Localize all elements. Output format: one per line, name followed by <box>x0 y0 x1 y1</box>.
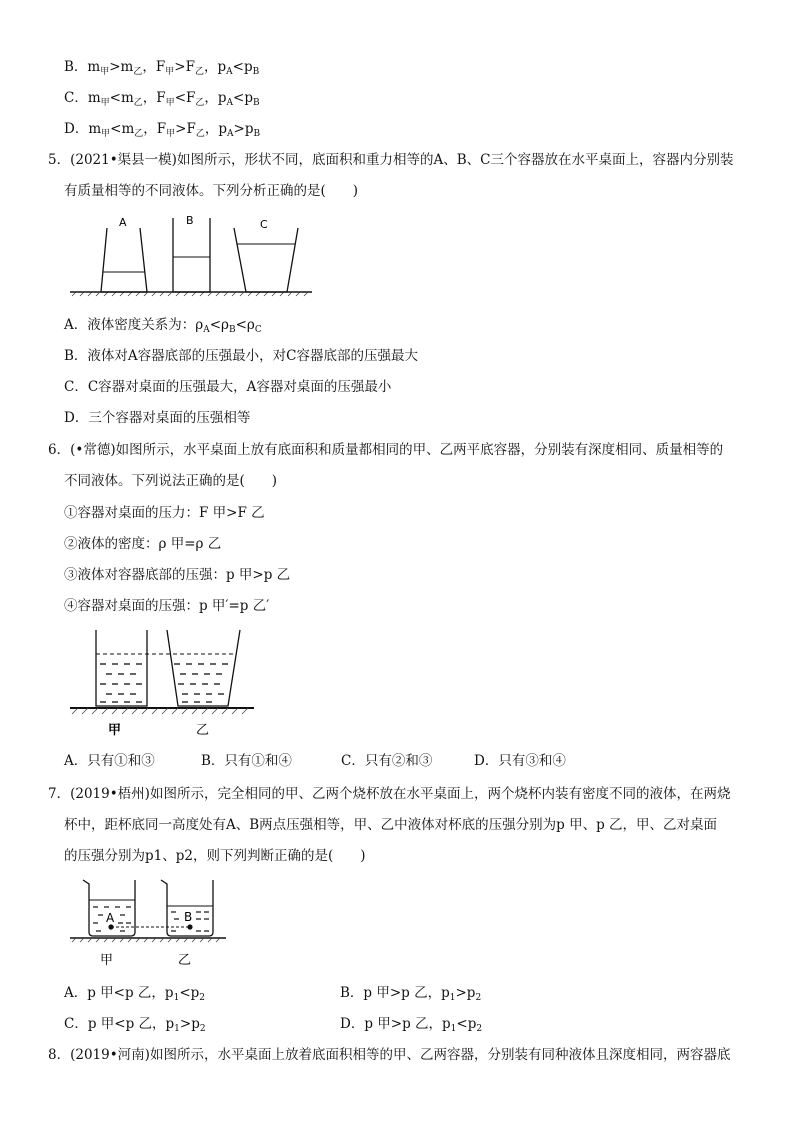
q5-option-c: C．C容器对桌面的压强最大，A容器对桌面的压强最小 <box>64 379 392 395</box>
q6-statement-1: ①容器对桌面的压力：F 甲>F 乙 <box>64 505 265 521</box>
subscript: 2 <box>199 993 206 1003</box>
q6-stem-line2: 不同液体。下列说法正确的是( ) <box>64 473 278 489</box>
q6-statement-3: ③液体对容器底部的压强：p 甲>p 乙 <box>64 567 291 583</box>
text: >F <box>175 121 196 137</box>
subscript: 甲 <box>100 67 110 77</box>
text: ，p <box>204 121 228 137</box>
q5-option-b: B．液体对A容器底部的压强最小，对C容器底部的压强最大 <box>64 348 418 364</box>
text: ，F <box>143 121 167 137</box>
subscript: B <box>228 325 236 335</box>
text: >p <box>233 121 254 137</box>
q6-statement-2: ②液体的密度：ρ 甲=ρ 乙 <box>64 536 222 552</box>
point-b-dot <box>187 924 192 929</box>
liquid-yi <box>174 664 228 702</box>
text: <ρ <box>235 317 255 333</box>
subscript: 1 <box>173 993 180 1003</box>
subscript: 乙 <box>133 98 143 108</box>
subscript: 1 <box>450 1024 457 1034</box>
text: ，F <box>142 59 166 75</box>
text: <p <box>232 59 253 75</box>
q7-stem-line3: 的压强分别为p1、p2，则下列判断正确的是( ) <box>64 848 366 864</box>
subscript: 甲 <box>165 67 175 77</box>
text: C．m <box>64 90 101 106</box>
q7-option-c <box>64 1015 206 1038</box>
q6-figure-containers <box>66 626 262 740</box>
subscript: 乙 <box>194 67 204 77</box>
subscript: A <box>226 98 234 108</box>
subscript: 2 <box>476 1024 483 1034</box>
text: ，p <box>204 90 227 106</box>
q6-stem-line1: 6．(•常德)如图所示，水平桌面上放有底面积和质量都相同的甲、乙两平底容器，分别装有深度相同、质量相等的 <box>48 442 724 458</box>
text: D．m <box>64 121 102 137</box>
text: <m <box>109 90 134 106</box>
liquid-jia <box>100 664 142 702</box>
label-yi: 乙 <box>196 723 210 738</box>
q4-option-b <box>64 58 259 81</box>
label-point-a: A <box>106 911 115 925</box>
q7-option-a <box>64 984 205 1007</box>
container-c <box>234 228 298 292</box>
label-jia: 甲 <box>100 953 114 968</box>
text: A．p 甲<p 乙，p <box>64 985 174 1001</box>
subscript: 甲 <box>101 129 111 139</box>
subscript: 乙 <box>134 129 144 139</box>
beaker-yi <box>161 880 213 936</box>
container-yi <box>167 630 240 706</box>
text: <p <box>456 1016 477 1032</box>
text: C．p 甲<p 乙，p <box>64 1016 175 1032</box>
q7-stem-line2: 杯中，距杯底同一高度处有A、B两点压强相等，甲、乙中液体对杯底的压强分别为p 甲、p 乙，甲、乙对桌面 <box>64 817 718 833</box>
container-b <box>173 218 210 292</box>
q6-statement-4: ④容器对桌面的压强：p 甲′=p 乙′ <box>64 598 270 614</box>
q6-option-d: D．只有③和④ <box>474 753 566 769</box>
q6-option-a: A．只有①和③ <box>64 753 155 769</box>
subscript: C <box>254 325 262 335</box>
q5-option-a <box>64 316 262 339</box>
container-a <box>101 228 147 292</box>
text: >m <box>109 59 134 75</box>
subscript: A <box>227 129 234 139</box>
subscript: 1 <box>449 993 456 1003</box>
label-a: A <box>119 216 127 229</box>
subscript: 2 <box>199 1024 206 1034</box>
q4-option-d <box>64 120 260 143</box>
text: <p <box>179 985 200 1001</box>
q5-stem-line1: 5．(2021•渠县一模)如图所示，形状不同，底面积和重力相等的A、B、C三个容器放在水平桌面上，容器内分别装 <box>48 152 734 168</box>
label-b: B <box>186 214 194 227</box>
text: ，p <box>203 59 227 75</box>
subscript: 甲 <box>165 98 175 108</box>
subscript: B <box>253 98 260 108</box>
label-c: C <box>260 218 268 231</box>
point-a-dot <box>108 924 113 929</box>
q7-stem-line1: 7．(2019•梧州)如图所示，完全相同的甲、乙两个烧杯放在水平桌面上，两个烧杯内装有密度不同的液体，在两烧 <box>48 786 731 802</box>
text: B．m <box>64 59 101 75</box>
text: ，F <box>142 90 166 106</box>
q7-option-b <box>340 984 481 1007</box>
subscript: 乙 <box>133 67 143 77</box>
subscript: 2 <box>475 993 482 1003</box>
text: B．p 甲>p 乙，p <box>340 985 450 1001</box>
text: <p <box>233 90 254 106</box>
q5-stem-line2: 有质量相等的不同液体。下列分析正确的是( ) <box>64 183 359 199</box>
text: D．p 甲>p 乙，p <box>340 1016 451 1032</box>
q6-option-c: C．只有②和③ <box>341 753 433 769</box>
label-yi: 乙 <box>178 953 192 968</box>
text: <m <box>110 121 135 137</box>
subscript: 甲 <box>100 98 110 108</box>
subscript: B <box>252 67 260 77</box>
text: >p <box>179 1016 200 1032</box>
subscript: 甲 <box>166 129 176 139</box>
q7-figure-beakers <box>66 872 232 970</box>
q4-option-c <box>64 89 260 112</box>
text: >F <box>174 59 195 75</box>
subscript: A <box>226 67 233 77</box>
text: <ρ <box>209 317 229 333</box>
q8-stem-line1: 8．(2019•河南)如图所示，水平桌面上放着底面积相等的甲、乙两容器，分别装有同种液体且深度相同，两容器底 <box>48 1047 731 1063</box>
q5-figure-containers <box>66 208 316 300</box>
text: <F <box>174 90 196 106</box>
subscript: 乙 <box>195 129 205 139</box>
q5-option-d: D．三个容器对桌面的压强相等 <box>64 410 251 426</box>
label-point-b: B <box>184 910 193 924</box>
q7-option-d <box>340 1015 482 1038</box>
subscript: 乙 <box>195 98 205 108</box>
subscript: A <box>203 325 210 335</box>
q6-option-b: B．只有①和④ <box>201 753 292 769</box>
text: >p <box>455 985 476 1001</box>
subscript: B <box>253 129 261 139</box>
label-jia: 甲 <box>108 723 122 738</box>
text: A．液体密度关系为：ρ <box>64 317 204 333</box>
subscript: 1 <box>174 1024 180 1034</box>
